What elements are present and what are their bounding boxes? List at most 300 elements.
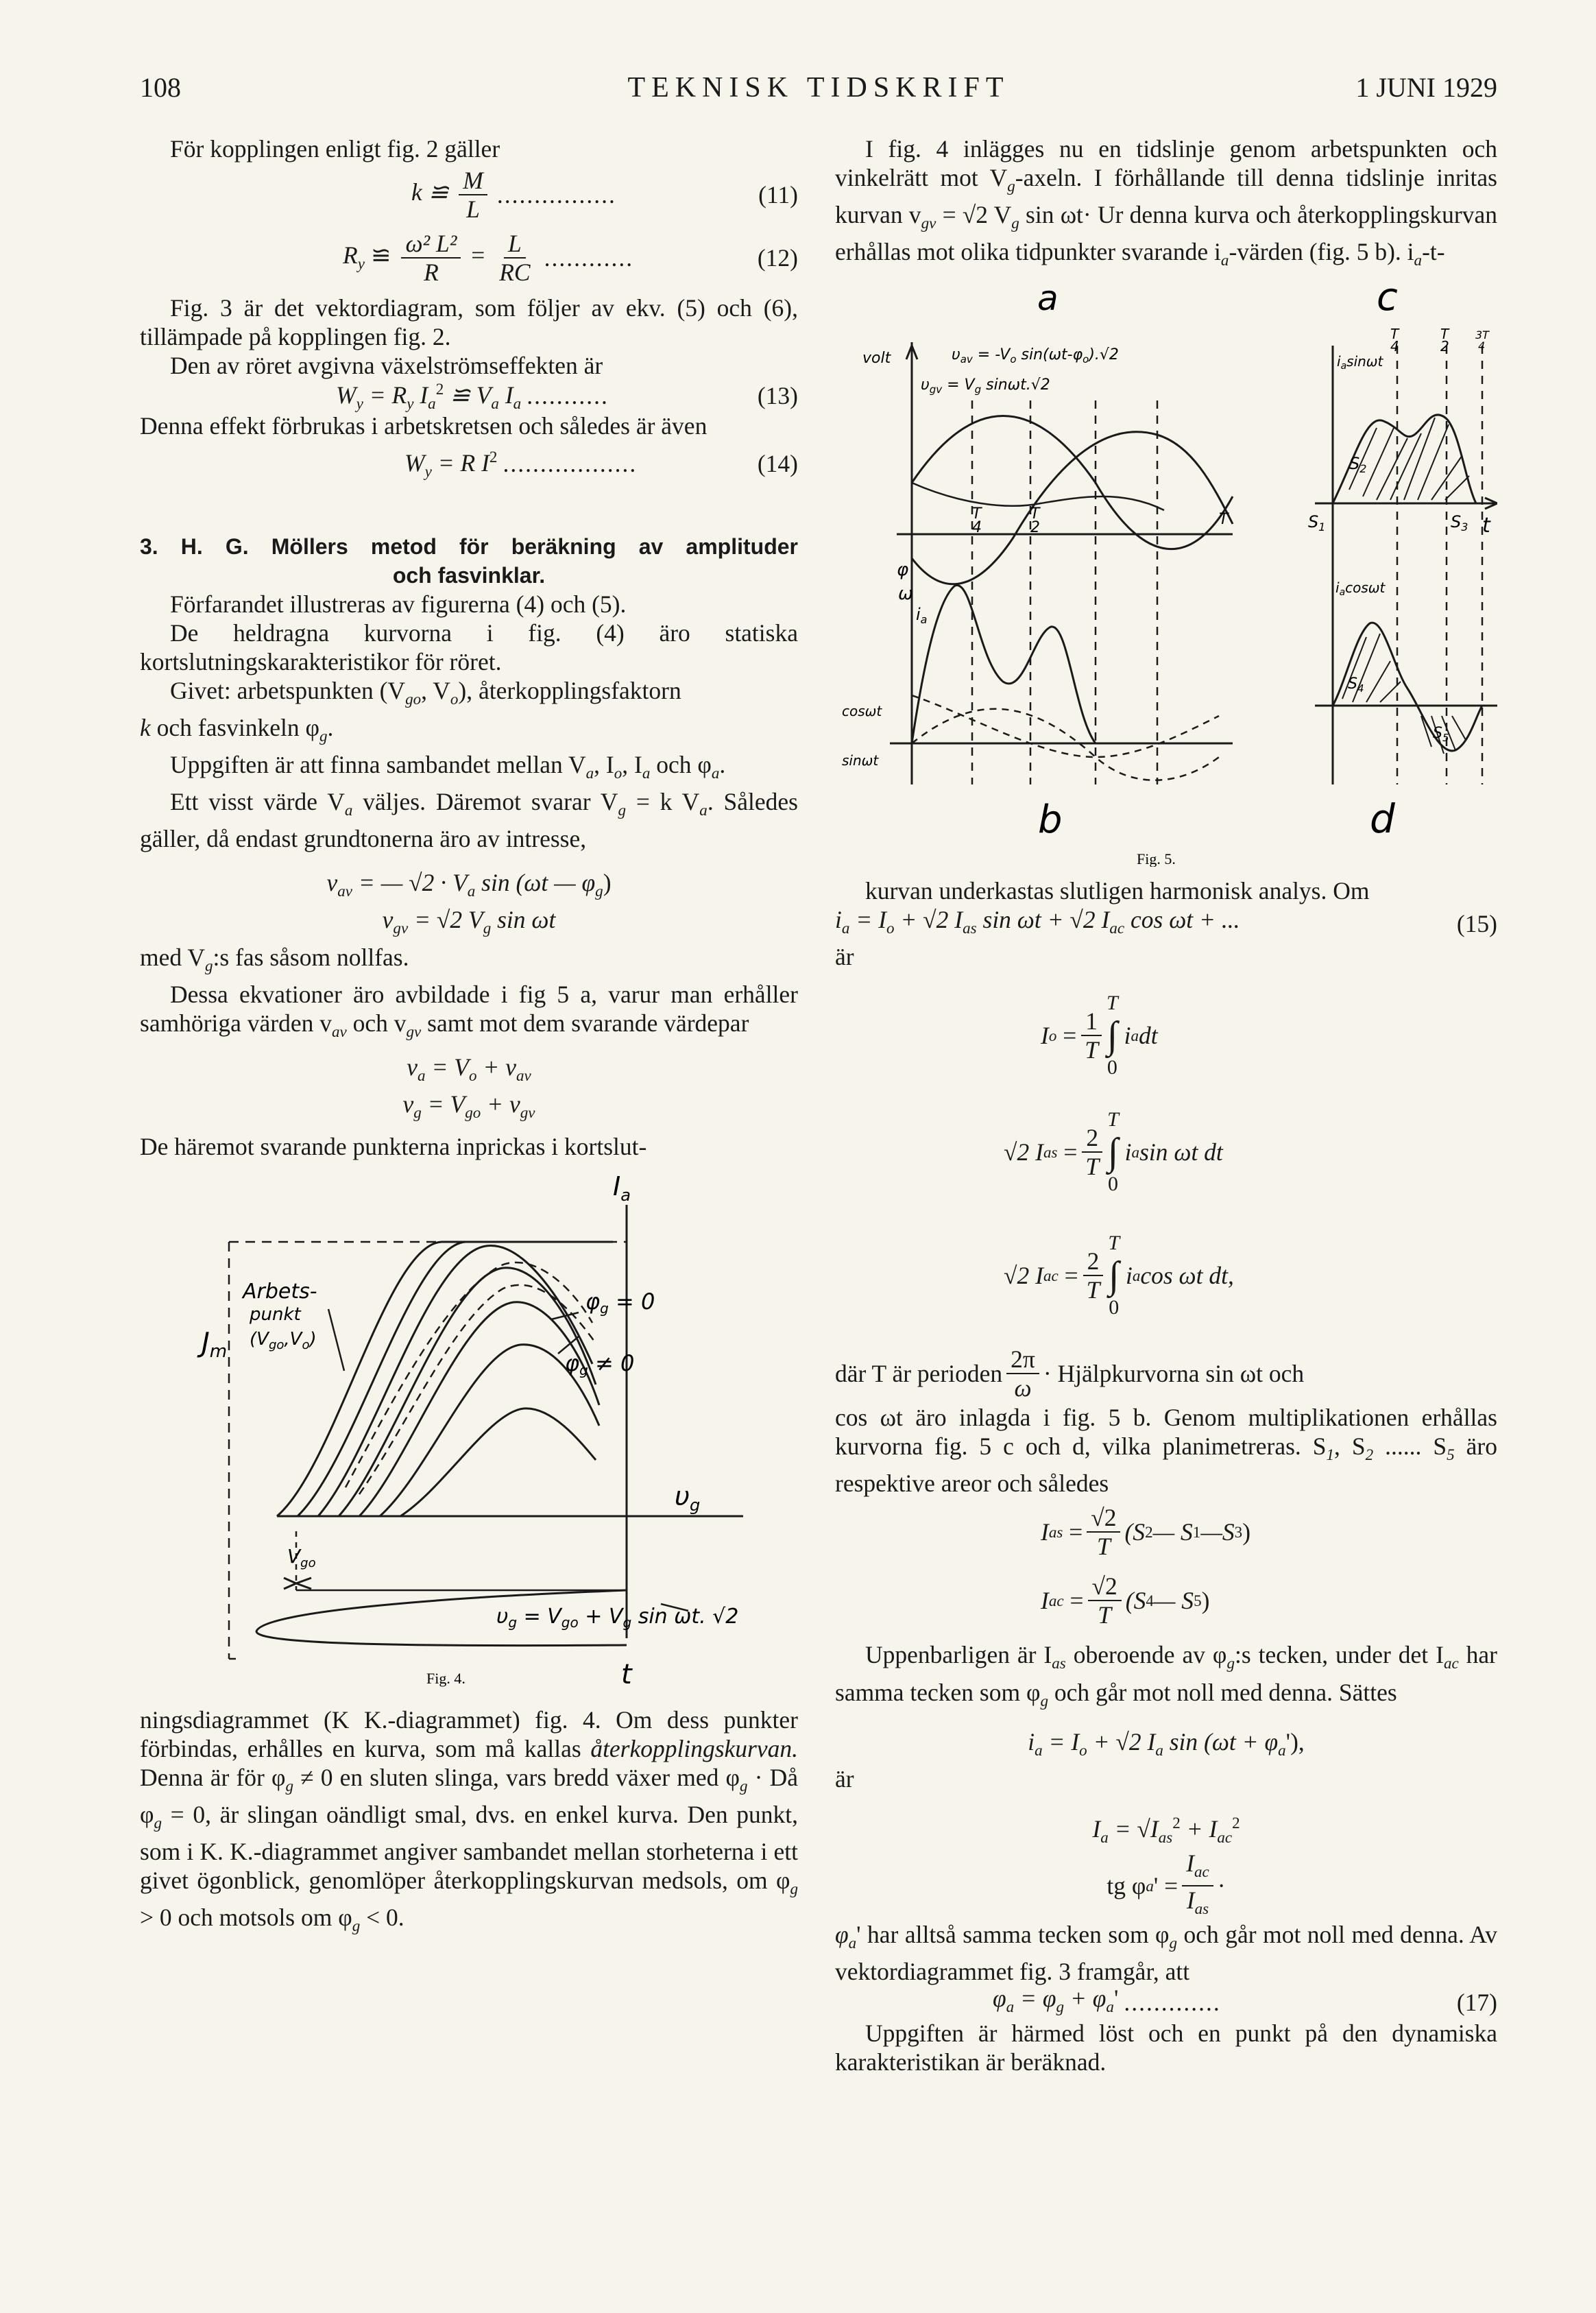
fig5-label-b: b [1038,798,1063,843]
int1-up: T [1107,992,1118,1015]
sub-a4: a [344,801,353,819]
fig5-label-c-t2: T 2 [1440,326,1449,355]
paragraph-task [140,750,798,787]
eqe-end: '), [1285,1727,1305,1755]
eqa-v: v [326,869,338,897]
equation-14 [404,440,798,487]
equation-vg [140,1090,798,1127]
ias-lhs-sub: as [1048,1523,1063,1542]
eqg-lhs-sub: a [1146,1876,1154,1895]
integral-ias: √2 I as = $\frac{2}{T}$ T ∫ 0 i a sin ωt dt [1004,1090,1497,1214]
int2-up: T [1107,1108,1119,1131]
fig5-label-phig: φ [897,560,909,581]
eq12-fraction-1 [401,230,461,286]
sub-1: 1 [1326,1446,1335,1464]
eqf-sub: a [1100,1827,1109,1846]
fig5-label-t: t [1482,514,1490,538]
paragraph-fig3: Fig. 3 är det vektordiagram, som följer av ekv. (5) och (6), tillämpade på kopplingen fig. 2. [140,294,798,350]
equation-vgv [140,905,798,942]
tl-e: -värden (fig. 5 b). i [1229,238,1414,266]
tl-a: I fig. 4 inlägges nu en tidslinje genom arbetspunkten och vinkelrätt mot V [835,135,1497,191]
eq15-rest3-sub: ac [1109,919,1125,937]
eqc-v: v [407,1053,418,1081]
paragraph-sign [835,1920,1497,1986]
fig4-label-arbets: Arbets- [243,1279,317,1304]
fig5-label-d: d [1370,795,1395,843]
fig5-label-ia-sin: $i_a\sin\omega t$ [1337,353,1383,372]
iac-s2: 5 [1194,1592,1202,1610]
ias-s1: 2 [1145,1523,1153,1542]
eq17-lhs: φ [993,1984,1006,2012]
sub-go: go [405,690,422,708]
fig5-label-s5: $S_5$ [1433,725,1449,745]
eq14-ri: = R I [431,448,489,477]
fig5-label-t4: T 4 [972,505,982,537]
sub-g10: g [1011,214,1019,232]
paragraph-value [140,787,798,853]
eqd-rest2-sub: gv [520,1103,535,1121]
eq13-w-sub: y [356,394,363,412]
page-number: 108 [140,72,181,103]
ias-frac [1087,1504,1120,1560]
value-d: . Således gäller, då endast grundtonerna äro av intresse, [140,788,798,853]
eqa-rest2-sub: g [595,882,603,900]
eqe-rest3: sin (ωt + φ [1163,1727,1279,1755]
int1-body: i [1124,1022,1131,1050]
sub-g: g [319,727,328,745]
int2-body: i [1124,1138,1132,1166]
ias-rest3: —S [1200,1518,1235,1546]
fig5-label-ia: $i_a$ [916,605,928,627]
period-num: 2π [1006,1345,1039,1374]
figure-5 [835,277,1497,867]
eqd-rest: = V [421,1090,466,1118]
int3-limits: T ∫ 0 [1108,1230,1120,1321]
equations-b: och v [346,1009,407,1037]
eqg-num: I [1186,1849,1195,1877]
eq13-i-sub: a [428,394,436,412]
fig5-caption: Fig. 5. [1137,850,1176,867]
int3-frac [1083,1247,1104,1304]
int2-lhs-sub: as [1043,1143,1058,1162]
sign-sub: a [848,1933,857,1952]
eq15-rest: = I [849,906,886,934]
given-c: ), återkopplingsfaktorn [458,677,681,704]
eq17-rest-sub: g [1056,1997,1065,2015]
int3-lhs: √2 I [1004,1262,1043,1290]
eqf-rest-sup: 2 [1172,1813,1181,1832]
sub-g5: g [739,1777,748,1795]
eqd-sub: g [413,1103,422,1121]
sub-g13: g [1169,1933,1178,1952]
aux-a: cos ωt äro inlagda i fig. 5 b. Genom multiplikationen erhållas kurvorna fig. 5 c och d, vilka planimetreras. S [835,1404,1497,1461]
equation-17 [993,1986,1497,2019]
eqa-rest: = — √2 · V [352,869,468,897]
paragraph-effect: Den av röret avgivna växelströmseffekten är [170,352,603,379]
paragraph-procedure: Förfarandet illustreras av figurerna (4) och (5). [170,590,627,618]
int3-body-rest: cos ωt dt, [1140,1262,1234,1290]
eq12-num1: ω² L² [401,230,461,259]
eq15-rest2: + √2 I [894,906,963,934]
equation-11 [411,163,798,226]
equations-c: samt mot dem svarande värdepar [421,1009,749,1037]
ind-a: Uppenbarligen är I [865,1641,1052,1669]
given-k: k [140,714,151,742]
ias-lhs: I [1041,1518,1049,1546]
ind-c: :s tecken, under det I [1234,1641,1444,1669]
fig5-label-vav: $\upsilon_{av} = -V_o$ $\sin(\omega t-\varphi_o).√2$ [952,346,1119,366]
eq11-number: (11) [758,181,798,208]
sub-a7: a [1414,251,1423,269]
iac-end: ) [1201,1587,1210,1615]
eqf-rest2-sub: ac [1217,1827,1233,1846]
eq17-rest: = φ [1014,1984,1056,2012]
eqf-i: I [1092,1814,1101,1843]
fig4-label-ia: $I_a$ [613,1171,631,1205]
eqe-i: i [1028,1727,1035,1755]
given-b: , V [421,677,450,704]
tl-c: = √2 V [936,201,1012,229]
text-ar-2: är [835,1764,854,1793]
eq12-eq: = [471,241,485,269]
sign-b: ' har alltså samma tecken som φ [856,1920,1170,1948]
fig5-label-cos: cosωt [842,703,882,720]
journal-title: TEKNISK TIDSKRIFT [627,72,1010,104]
eq15-rest3: sin ωt + √2 I [976,906,1110,934]
right-column [835,134,1497,2076]
eq13-v-sub: a [491,394,499,412]
sub-g2: g [618,801,626,819]
value-c: = k V [625,788,700,816]
fig5-label-c: c [1377,277,1398,320]
fb-f: > 0 och motsols om φ [140,1904,352,1932]
fig5b-ia-curve [912,586,1233,744]
eqf-rest-sub: as [1158,1827,1173,1846]
fig4-label-phi-zero: φg = 0 [585,1288,655,1317]
sub-g12: g [1040,1691,1049,1710]
int2-body-rest: sin ωt dt [1139,1138,1223,1166]
paragraph-harmonic: kurvan underkastas slutligen harmonisk analys. Om [865,877,1370,905]
eq11-den: L [466,195,480,223]
eq15-sub: a [841,919,850,937]
int1-low: 0 [1107,1056,1117,1079]
left-column [140,134,798,1940]
iac-lhs: I [1041,1587,1049,1615]
equation-tg [835,1851,1497,1920]
eq11-num: M [459,167,487,195]
sign-phi: φ [835,1920,849,1948]
issue-date: 1 JUNI 1929 [1355,72,1497,103]
fig5-label-T: T [1219,511,1229,529]
ias-den: T [1096,1533,1111,1561]
task-d: och φ [650,751,712,779]
int2-limits: T ∫ 0 [1107,1107,1119,1197]
equation-12 [343,226,798,289]
fig5b-sin-curve [912,709,1219,780]
value-a: Ett visst värde V [170,788,345,816]
int2-lhs: √2 I [1004,1138,1043,1166]
value-b: väljes. Däremot svarar V [352,788,618,816]
eq17-rest2-sub: a [1106,1997,1114,2015]
sub-a5: a [699,801,708,819]
eq12-num2: L [504,230,526,259]
eq14-dots: .................. [503,450,638,477]
eq13-v: ≌ V [444,381,492,409]
eq17-rest2: + φ [1064,1984,1107,2012]
equations-a: Dessa ekvationer äro avbildade i fig 5 a, varur man erhåller samhöriga värden v [140,980,798,1037]
fb-c: ≠ 0 en sluten slinga, vars bredd växer med φ [293,1763,740,1791]
ias-rest2: — S [1152,1518,1193,1546]
aux-c: ...... S [1373,1433,1447,1461]
fig5-label-omega: ω [898,584,913,605]
eq13-number: (13) [757,382,798,409]
eq14-number: (14) [757,450,798,477]
int1-limits: T ∫ 0 [1107,990,1118,1081]
period-b: · Hjälpkurvorna sin ωt och [1043,1360,1305,1388]
fb-a: ningsdiagrammet (K K.-diagrammet) fig. 4. Om dess punkter förbindas, erhålles en kurva, som må kallas [140,1705,798,1762]
eq12-rel: ≌ [370,241,391,269]
iac-num: √2 [1088,1572,1122,1601]
fig5-label-s1: $S_1$ [1308,512,1326,534]
eqg-den: I [1186,1886,1195,1914]
fig4-curve-3 [318,1245,592,1515]
sub-a6: a [1220,251,1229,269]
int3-body-sub: a [1132,1267,1141,1285]
equation-vav [140,868,798,905]
ias-s2: 1 [1192,1523,1201,1542]
ind-d: har samma tecken som φ [835,1641,1497,1706]
fig5-label-s4: $S_4$ [1348,675,1364,695]
eq15-rest4: cos ωt + ... [1124,906,1240,934]
sub-gv2: gv [921,214,936,232]
fig5-label-s2: $S_2$ [1349,454,1367,476]
ias-s3: 3 [1234,1523,1243,1542]
eq15-number: (15) [1456,910,1497,938]
fig4-label-t: t [621,1658,632,1690]
sub-a3: a [711,764,720,782]
int1-num: 1 [1081,1007,1102,1036]
sub-g3: g [205,956,213,974]
fig5-label-vgv: $\upsilon_{gv} = V_g$ sinωt.√2 [921,376,1050,396]
paragraph-timeline [835,134,1497,274]
eq11-fraction [459,167,487,223]
sign-c: och går mot noll med denna. Av vektordiagrammet fig. 3 framgår, att [835,1920,1497,1985]
int2-frac [1081,1124,1103,1180]
eq17-lhs-sub: a [1006,1997,1015,2015]
sub-2: 2 [1365,1446,1374,1464]
equation-ias: I as = $\frac{√2}{T}$ (S 2 — S 1 —S 3 ) [1041,1504,1251,1561]
fig4-label-point: $(V_{go},V_o)$ [250,1328,317,1352]
tl-d: sin ωt· Ur denna kurva och återkopplingskurvan erhållas mot olika tidpunkter svarande i [835,201,1497,266]
eqb-rest-sub: g [483,919,492,937]
int2-den: T [1085,1153,1100,1181]
fig5-label-a: a [1037,278,1059,319]
eq13-r-sub: y [407,394,414,412]
eq14-w: W [404,448,425,477]
paragraph-consumed: Denna effekt förbrukas i arbetskretsen och således är även [140,412,708,440]
fig5-label-volt: volt [862,350,891,368]
int1-frac [1080,1007,1102,1064]
eq12-lhs-sub: y [357,254,365,273]
eq12-fraction-2 [495,230,534,286]
equation-15 [835,905,1497,942]
eq15-rest-sub: o [886,919,895,937]
ias-end: ) [1242,1518,1251,1546]
sub-g8: g [352,1917,361,1935]
iac-lhs-sub: ac [1048,1592,1064,1610]
eq15-rest2-sub: as [963,919,977,937]
sub-g4: g [285,1777,294,1795]
eq13-r: = R [363,381,407,409]
eqf-rest2: + I [1180,1814,1218,1843]
paragraph-given [140,676,798,750]
eqe-rest2-sub: a [1155,1740,1163,1759]
sub-as: as [1052,1654,1066,1673]
eq12-lhs: R [343,241,358,269]
int3-den: T [1086,1276,1100,1304]
eqe-sub: a [1035,1740,1043,1759]
int3-body: i [1125,1262,1133,1290]
sub-o2: o [614,764,622,782]
fig4-label-jm: $J_m$ [202,1326,228,1362]
eqa-rest2: sin (ωt — φ [475,869,596,897]
sub-g7: g [790,1880,798,1898]
eqd-rest2: + v [481,1090,520,1118]
sub-g6: g [154,1814,162,1832]
eq11-dots: ................ [496,181,616,208]
eqc-sub: a [418,1066,426,1084]
eqe-rest3-sub: a [1278,1740,1286,1759]
period-a: där T är perioden [835,1360,1003,1388]
fb-g: < 0. [360,1904,404,1932]
intro-text: För kopplingen enligt fig. 2 gäller [170,135,500,163]
eqg-end: · [1217,1871,1226,1899]
sub-av: av [331,1022,347,1040]
eqg-lhs-end: ' = [1153,1871,1178,1899]
int3-num: 2 [1083,1247,1104,1276]
eq17-end: ' [1113,1984,1119,2012]
fig5-label-s3: $S_3$ [1451,512,1468,534]
eqc-rest2-sub: av [516,1066,531,1084]
fig5b-cos-curve [912,695,1219,757]
figure-4 [140,1165,798,1693]
tl-f: -t- [1422,238,1445,266]
fig5-label-ia-cos: $i_a\cos\omega t$ [1335,579,1386,599]
eq13-i2-sub: a [513,394,522,412]
phase-b: :s fas såsom nollfas. [213,943,409,971]
text-ar-1: är [835,943,854,971]
eqd-v: v [402,1090,414,1118]
task-c: , I [622,751,642,779]
page-header [140,71,1497,119]
ias-rest: (S [1124,1518,1146,1546]
eq13-dots: ........... [527,382,609,409]
eq12-den1: R [424,259,439,286]
task-a: Uppgiften är att finna sambandet mellan V [170,751,586,779]
fig5-label-c-t4: T 4 [1390,326,1399,355]
eq13-w: W [336,381,356,409]
int3-up: T [1108,1232,1120,1255]
iac-frac [1088,1572,1122,1629]
fig5-label-sin: sinωt [842,752,879,769]
task-e: . [719,751,726,779]
task-b: , I [594,751,614,779]
int1-lhs: I [1041,1022,1049,1050]
eq17-number: (17) [1456,1988,1497,2016]
fig4-label-phi-nonzero: φg ≠ 0 [565,1350,635,1378]
ias-num: √2 [1087,1504,1120,1533]
eq12-dots: ............ [544,244,634,272]
eqa-sub: av [337,882,353,900]
equation-ia-amplitude [835,1808,1497,1851]
fig5-label-c-3t4: 3T 4 [1475,328,1489,353]
given-e: . [327,714,334,742]
sub-5: 5 [1447,1446,1455,1464]
section-heading-2: och fasvinklar. [392,563,546,588]
eqb-v: v [382,906,394,934]
tl-b: -axeln. I förhållande till denna tidslinje inritas kurvan v [835,164,1497,229]
eqd-rest-sub: go [465,1103,481,1121]
iac-den: T [1098,1601,1111,1629]
eqe-rest: = I [1042,1727,1080,1755]
paragraph-aux-curves [835,1403,1497,1498]
fb-italic: återkopplingskurvan. [590,1734,798,1762]
given-d: och fasvinkeln φ [150,714,320,742]
int1-body-rest: dt [1138,1022,1158,1050]
aux-b: , S [1334,1433,1366,1461]
fb-b: Denna är för φ [140,1763,286,1791]
eqf-rest: = √I [1108,1814,1159,1843]
iac-rest: (S [1125,1587,1146,1615]
section-heading: 3. H. G. Möllers metod för beräkning av amplituder [140,534,798,559]
sub-g9: g [1007,177,1015,195]
sub-a2: a [642,764,651,782]
eq17-dots: ............. [1124,1988,1221,2016]
paragraph-plot: De häremot svarande punkterna inprickas i kortslut- [140,1132,647,1160]
phase-a: med V [140,943,205,971]
int2-body-sub: a [1131,1143,1140,1162]
paragraph-phase [140,943,798,980]
eq13-i-sup: 2 [435,379,444,398]
eq11-lhs: k ≌ [411,178,449,206]
ind-e: och går mot noll med denna. Sättes [1048,1678,1397,1706]
fb-e: = 0, är slingan oändligt smal, dvs. en enkel kurva. Den punkt, som i K. K.-diagrammet angiver sambandet mellan storheterna i ett givet ögonblick, genomlöper återkopplingskurvan medsols, om φ [140,1801,798,1895]
iac-rest2: — S [1153,1587,1194,1615]
fig4-caption: Fig. 4. [426,1669,466,1687]
fig4-label-vgo: $V_{go}$ [287,1544,316,1570]
int3-lhs-sub: ac [1043,1267,1059,1285]
eq13-i2: I [498,381,513,409]
equation-ia-phase [835,1727,1497,1764]
eqc-rest-sub: o [468,1066,477,1084]
fig4-curve-7 [400,1409,596,1516]
fig4-label-punkt: punkt [250,1304,301,1325]
fb-d: · Då φ [140,1763,798,1829]
eqe-rest2: + √2 I [1087,1727,1156,1755]
sub-o: o [450,690,459,708]
paragraph-period [835,1344,1497,1403]
eqc-rest: = V [425,1053,469,1081]
eqg-num-sub: ac [1194,1862,1209,1880]
aux-d: äro respektive areor och således [835,1433,1497,1498]
eqa-end: ) [603,869,612,897]
int2-low: 0 [1107,1173,1118,1196]
eqe-rest-sub: o [1079,1740,1087,1759]
int3-low: 0 [1109,1296,1120,1319]
eqb-sub: gv [393,919,409,937]
period-frac [1006,1345,1039,1402]
fig5-label-t2: T 2 [1030,505,1040,537]
